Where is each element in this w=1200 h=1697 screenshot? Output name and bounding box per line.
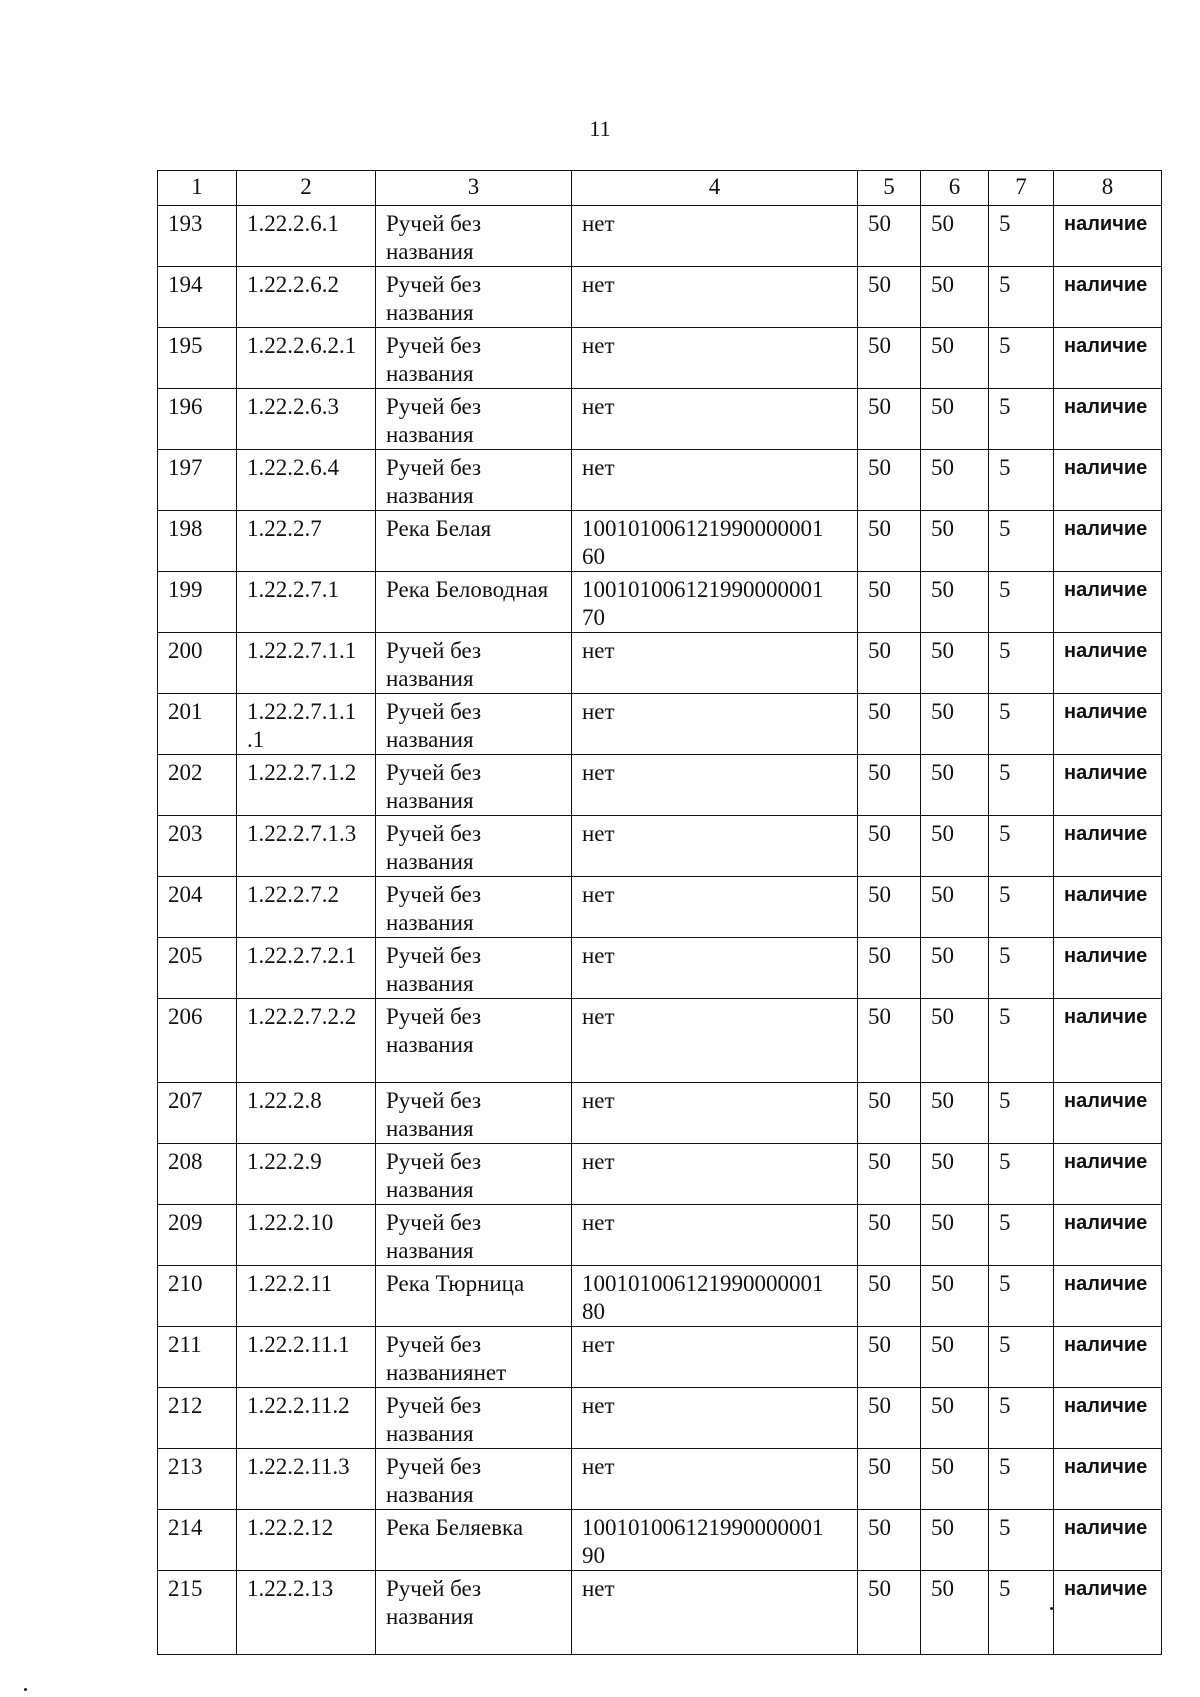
- cell-col-5: 50: [858, 938, 921, 999]
- scan-speck: [24, 1688, 27, 1691]
- cell-row-number: 211: [158, 1327, 237, 1388]
- cell-water-body-name: Ручей без названия: [376, 267, 572, 328]
- cell-col-7: 5: [989, 1266, 1054, 1327]
- cell-col-5: 50: [858, 572, 921, 633]
- cell-water-body-name: Ручей без названия: [376, 999, 572, 1083]
- cell-col-5: 50: [858, 1510, 921, 1571]
- column-header-4: 4: [572, 171, 858, 206]
- water-bodies-table: [157, 170, 1162, 1655]
- cell-status: наличие: [1054, 1327, 1162, 1388]
- cell-col-5: 50: [858, 267, 921, 328]
- cell-row-number: 200: [158, 633, 237, 694]
- cell-code: 1.22.2.9: [237, 1144, 376, 1205]
- column-header-7: 7: [989, 171, 1054, 206]
- cell-row-number: 205: [158, 938, 237, 999]
- cell-status: наличие: [1054, 1571, 1162, 1655]
- cell-col-6: 50: [921, 511, 989, 572]
- cell-col-6: 50: [921, 572, 989, 633]
- cell-status: наличие: [1054, 1083, 1162, 1144]
- cell-row-number: 199: [158, 572, 237, 633]
- cell-code: 1.22.2.8: [237, 1083, 376, 1144]
- cell-row-number: 193: [158, 206, 237, 267]
- cell-col-7: 5: [989, 633, 1054, 694]
- cell-col-5: 50: [858, 1266, 921, 1327]
- page-number: 11: [589, 116, 611, 141]
- table-row: [158, 1083, 1162, 1144]
- cell-code: 1.22.2.7.1.1: [237, 633, 376, 694]
- table-row: [158, 938, 1162, 999]
- table-row: [158, 1327, 1162, 1388]
- cell-code: 1.22.2.6.2: [237, 267, 376, 328]
- cell-row-number: 213: [158, 1449, 237, 1510]
- cell-status: наличие: [1054, 755, 1162, 816]
- cell-col-6: 50: [921, 1388, 989, 1449]
- table-row: [158, 1266, 1162, 1327]
- cell-status: наличие: [1054, 1266, 1162, 1327]
- cell-col-7: 5: [989, 1205, 1054, 1266]
- column-header-3: 3: [376, 171, 572, 206]
- cell-registry-id: 100101006121990000001 70: [572, 572, 858, 633]
- cell-col-7: 5: [989, 267, 1054, 328]
- cell-registry-id: нет: [572, 267, 858, 328]
- cell-col-6: 50: [921, 1205, 989, 1266]
- cell-water-body-name: Ручей без названия: [376, 816, 572, 877]
- cell-col-7: 5: [989, 1388, 1054, 1449]
- cell-col-5: 50: [858, 450, 921, 511]
- cell-registry-id: нет: [572, 1571, 858, 1655]
- cell-code: 1.22.2.7.1: [237, 572, 376, 633]
- cell-col-5: 50: [858, 633, 921, 694]
- cell-col-5: 50: [858, 877, 921, 938]
- cell-registry-id: нет: [572, 877, 858, 938]
- cell-water-body-name: Ручей без названия: [376, 1449, 572, 1510]
- cell-status: наличие: [1054, 816, 1162, 877]
- cell-col-5: 50: [858, 1327, 921, 1388]
- table-row: [158, 328, 1162, 389]
- column-header-8: 8: [1054, 171, 1162, 206]
- cell-col-6: 50: [921, 450, 989, 511]
- cell-col-7: 5: [989, 328, 1054, 389]
- cell-registry-id: нет: [572, 633, 858, 694]
- cell-col-6: 50: [921, 389, 989, 450]
- cell-registry-id: нет: [572, 328, 858, 389]
- table-row: [158, 511, 1162, 572]
- cell-code: 1.22.2.6.4: [237, 450, 376, 511]
- cell-water-body-name: Ручей без названия: [376, 877, 572, 938]
- cell-col-6: 50: [921, 267, 989, 328]
- cell-code: 1.22.2.7.1.2: [237, 755, 376, 816]
- cell-col-7: 5: [989, 389, 1054, 450]
- table-row: [158, 877, 1162, 938]
- cell-status: наличие: [1054, 999, 1162, 1083]
- table-row: [158, 389, 1162, 450]
- cell-col-7: 5: [989, 755, 1054, 816]
- cell-col-6: 50: [921, 999, 989, 1083]
- cell-col-7: 5: [989, 572, 1054, 633]
- cell-registry-id: нет: [572, 694, 858, 755]
- cell-col-7: 5: [989, 1144, 1054, 1205]
- cell-row-number: 214: [158, 1510, 237, 1571]
- cell-row-number: 210: [158, 1266, 237, 1327]
- cell-col-6: 50: [921, 1266, 989, 1327]
- table-row: [158, 1571, 1162, 1655]
- cell-col-6: 50: [921, 755, 989, 816]
- cell-col-6: 50: [921, 1449, 989, 1510]
- cell-row-number: 198: [158, 511, 237, 572]
- column-header-6: 6: [921, 171, 989, 206]
- cell-col-7: 5: [989, 450, 1054, 511]
- cell-col-7: 5: [989, 1083, 1054, 1144]
- cell-row-number: 206: [158, 999, 237, 1083]
- table-row: [158, 633, 1162, 694]
- cell-water-body-name: Ручей без названия: [376, 633, 572, 694]
- table-row: [158, 694, 1162, 755]
- cell-water-body-name: Ручей без названия: [376, 450, 572, 511]
- cell-col-7: 5: [989, 1327, 1054, 1388]
- cell-status: наличие: [1054, 694, 1162, 755]
- cell-col-5: 50: [858, 1144, 921, 1205]
- cell-col-6: 50: [921, 633, 989, 694]
- cell-code: 1.22.2.11: [237, 1266, 376, 1327]
- cell-status: наличие: [1054, 389, 1162, 450]
- header-row: [158, 171, 1162, 206]
- table-body: [158, 171, 1162, 1655]
- cell-status: наличие: [1054, 267, 1162, 328]
- cell-col-6: 50: [921, 206, 989, 267]
- cell-registry-id: 100101006121990000001 80: [572, 1266, 858, 1327]
- cell-row-number: 204: [158, 877, 237, 938]
- cell-col-5: 50: [858, 389, 921, 450]
- cell-status: наличие: [1054, 1144, 1162, 1205]
- cell-registry-id: нет: [572, 816, 858, 877]
- cell-col-6: 50: [921, 328, 989, 389]
- cell-water-body-name: Ручей без названия: [376, 755, 572, 816]
- cell-col-5: 50: [858, 1083, 921, 1144]
- table-row: [158, 572, 1162, 633]
- cell-row-number: 207: [158, 1083, 237, 1144]
- cell-code: 1.22.2.6.3: [237, 389, 376, 450]
- cell-status: наличие: [1054, 938, 1162, 999]
- cell-col-7: 5: [989, 816, 1054, 877]
- cell-status: наличие: [1054, 450, 1162, 511]
- cell-registry-id: нет: [572, 938, 858, 999]
- cell-code: 1.22.2.10: [237, 1205, 376, 1266]
- scan-speck: [1050, 1607, 1053, 1610]
- cell-registry-id: нет: [572, 1388, 858, 1449]
- cell-code: 1.22.2.13: [237, 1571, 376, 1655]
- cell-col-5: 50: [858, 755, 921, 816]
- cell-row-number: 194: [158, 267, 237, 328]
- cell-col-5: 50: [858, 1205, 921, 1266]
- cell-col-6: 50: [921, 938, 989, 999]
- cell-water-body-name: Ручей без названия: [376, 206, 572, 267]
- cell-registry-id: 100101006121990000001 60: [572, 511, 858, 572]
- cell-col-5: 50: [858, 328, 921, 389]
- table-row: [158, 206, 1162, 267]
- table-row: [158, 1205, 1162, 1266]
- column-header-5: 5: [858, 171, 921, 206]
- cell-status: наличие: [1054, 328, 1162, 389]
- cell-water-body-name: Ручей без названия: [376, 328, 572, 389]
- cell-water-body-name: Ручей без названия: [376, 1571, 572, 1655]
- cell-row-number: 196: [158, 389, 237, 450]
- cell-registry-id: 100101006121990000001 90: [572, 1510, 858, 1571]
- table-row: [158, 755, 1162, 816]
- cell-status: наличие: [1054, 1388, 1162, 1449]
- cell-status: наличие: [1054, 633, 1162, 694]
- cell-code: 1.22.2.11.1: [237, 1327, 376, 1388]
- cell-water-body-name: Ручей без названиянет: [376, 1327, 572, 1388]
- cell-col-5: 50: [858, 999, 921, 1083]
- cell-water-body-name: Ручей без названия: [376, 938, 572, 999]
- cell-water-body-name: Ручей без названия: [376, 1083, 572, 1144]
- cell-col-6: 50: [921, 1144, 989, 1205]
- cell-row-number: 208: [158, 1144, 237, 1205]
- cell-col-6: 50: [921, 1083, 989, 1144]
- cell-code: 1.22.2.12: [237, 1510, 376, 1571]
- cell-status: наличие: [1054, 1205, 1162, 1266]
- cell-code: 1.22.2.7.2: [237, 877, 376, 938]
- table-row: [158, 267, 1162, 328]
- cell-registry-id: нет: [572, 1205, 858, 1266]
- cell-code: 1.22.2.7.1.1 .1: [237, 694, 376, 755]
- table-row: [158, 1388, 1162, 1449]
- cell-water-body-name: Ручей без названия: [376, 1144, 572, 1205]
- cell-status: наличие: [1054, 511, 1162, 572]
- cell-water-body-name: Ручей без названия: [376, 389, 572, 450]
- cell-code: 1.22.2.6.2.1: [237, 328, 376, 389]
- cell-status: наличие: [1054, 877, 1162, 938]
- cell-water-body-name: Ручей без названия: [376, 1388, 572, 1449]
- cell-col-7: 5: [989, 1571, 1054, 1655]
- cell-registry-id: нет: [572, 755, 858, 816]
- cell-col-7: 5: [989, 511, 1054, 572]
- cell-status: наличие: [1054, 1510, 1162, 1571]
- table-row: [158, 999, 1162, 1083]
- cell-registry-id: нет: [572, 206, 858, 267]
- cell-water-body-name: Река Тюрница: [376, 1266, 572, 1327]
- cell-row-number: 201: [158, 694, 237, 755]
- cell-col-5: 50: [858, 816, 921, 877]
- cell-registry-id: нет: [572, 450, 858, 511]
- cell-col-7: 5: [989, 938, 1054, 999]
- cell-registry-id: нет: [572, 1449, 858, 1510]
- cell-col-5: 50: [858, 206, 921, 267]
- cell-col-6: 50: [921, 877, 989, 938]
- cell-registry-id: нет: [572, 389, 858, 450]
- cell-row-number: 197: [158, 450, 237, 511]
- cell-col-5: 50: [858, 1449, 921, 1510]
- cell-registry-id: нет: [572, 1144, 858, 1205]
- cell-col-7: 5: [989, 1449, 1054, 1510]
- cell-row-number: 203: [158, 816, 237, 877]
- cell-code: 1.22.2.7.1.3: [237, 816, 376, 877]
- table-row: [158, 450, 1162, 511]
- cell-col-5: 50: [858, 1571, 921, 1655]
- cell-water-body-name: Река Беловодная: [376, 572, 572, 633]
- cell-col-5: 50: [858, 694, 921, 755]
- cell-col-7: 5: [989, 999, 1054, 1083]
- cell-row-number: 209: [158, 1205, 237, 1266]
- cell-row-number: 215: [158, 1571, 237, 1655]
- table-row: [158, 1510, 1162, 1571]
- cell-status: наличие: [1054, 572, 1162, 633]
- cell-code: 1.22.2.7: [237, 511, 376, 572]
- cell-code: 1.22.2.6.1: [237, 206, 376, 267]
- cell-col-5: 50: [858, 511, 921, 572]
- cell-water-body-name: Река Беляевка: [376, 1510, 572, 1571]
- cell-row-number: 202: [158, 755, 237, 816]
- cell-col-5: 50: [858, 1388, 921, 1449]
- cell-registry-id: нет: [572, 1327, 858, 1388]
- cell-col-6: 50: [921, 1510, 989, 1571]
- cell-registry-id: нет: [572, 999, 858, 1083]
- cell-row-number: 212: [158, 1388, 237, 1449]
- cell-col-6: 50: [921, 1327, 989, 1388]
- column-header-1: 1: [158, 171, 237, 206]
- cell-code: 1.22.2.7.2.2: [237, 999, 376, 1083]
- cell-registry-id: нет: [572, 1083, 858, 1144]
- column-header-2: 2: [237, 171, 376, 206]
- cell-col-7: 5: [989, 206, 1054, 267]
- cell-code: 1.22.2.11.2: [237, 1388, 376, 1449]
- cell-col-7: 5: [989, 877, 1054, 938]
- cell-water-body-name: Ручей без названия: [376, 694, 572, 755]
- cell-status: наличие: [1054, 1449, 1162, 1510]
- cell-col-6: 50: [921, 816, 989, 877]
- cell-col-7: 5: [989, 1510, 1054, 1571]
- cell-water-body-name: Ручей без названия: [376, 1205, 572, 1266]
- table-row: [158, 1144, 1162, 1205]
- table-row: [158, 1449, 1162, 1510]
- cell-water-body-name: Река Белая: [376, 511, 572, 572]
- cell-col-7: 5: [989, 694, 1054, 755]
- cell-code: 1.22.2.11.3: [237, 1449, 376, 1510]
- table-row: [158, 816, 1162, 877]
- cell-code: 1.22.2.7.2.1: [237, 938, 376, 999]
- cell-row-number: 195: [158, 328, 237, 389]
- cell-status: наличие: [1054, 206, 1162, 267]
- cell-col-6: 50: [921, 1571, 989, 1655]
- cell-col-6: 50: [921, 694, 989, 755]
